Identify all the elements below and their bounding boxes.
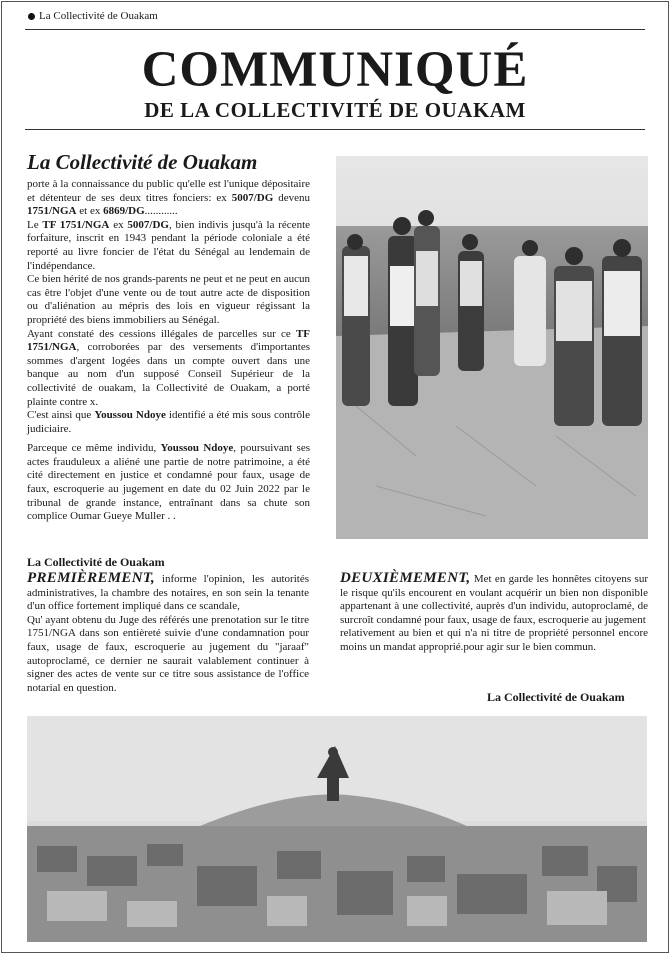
text: ex (109, 218, 128, 231)
text: porte à la connaissance du public qu'elle est l'unique dépositaire et détenteur de ses deux titres fonciers: ex (27, 178, 310, 204)
text: TF 1751/NGA (27, 327, 310, 354)
title-rule (25, 129, 645, 130)
lead-paragraph (27, 328, 310, 410)
lead-paragraph: Ce bien hérité de nos grands-parents ne peut et ne peut en aucun cas être l'objet d'une vente ou de tout autre acte de disposition ou d'aliénation au mépris des lois en vigueur régissant la propriété des biens immobiliers au Sénégal. (27, 273, 310, 326)
lead-heading: La Collectivité de Ouakam (27, 150, 258, 174)
text: C'est ainsi que (27, 409, 95, 422)
town-photo-art (27, 716, 647, 942)
bullet-icon (28, 13, 35, 20)
section-right-paragraph: relativement au bien et qui n'a ni titre de propriété personnel encore moins un mandat approprié.pour agir sur le bien commun. (340, 627, 648, 653)
text: et ex (76, 205, 104, 218)
lead-paragraph (27, 442, 310, 524)
lead-paragraph (27, 219, 310, 273)
section-right-body (340, 572, 648, 655)
field-photo (336, 156, 648, 539)
section-left-body (27, 572, 309, 695)
section-right-heading: DEUXIÈMEMENT, (340, 570, 471, 586)
text: informe l'opinion, les autorités administratives, la chambre des notaires, en son sein la tenante d'un office fortement impliqué dans ce scandale, (27, 573, 309, 613)
header-tag (28, 10, 158, 22)
section-left-paragraph (27, 572, 309, 614)
section-left-paragraph: Qu' ayant obtenu du Juge des référés une prenotation sur le titre 1751/NGA dans son entièreté suivie d'une condamnation pour faux, usage de faux, escroquerie au jugement du "jaraaf" autoproclamé, ce dernier ne saurait valablement continuer à signer des actes de vente sur ce titre sous assistance de l'office notarial en question. (27, 613, 309, 694)
text: 5007/DG (231, 191, 274, 204)
section-right-paragraph (340, 572, 648, 627)
page-title: COMMUNIQUÉ (141, 42, 529, 98)
text: , poursuivant ses actes frauduleux a aliéné une partie de notre patrimoine, a été cité directement en justice et condamné pour faux, usage de faux, escroquerie au jugement en date du 02 Juin 2022 par le tribunal de grande instance, entraînant dans sa chute son complice Oumar Gueye Muller . . (27, 442, 311, 523)
text: , corroborées par des versements d'importantes sommes d'argent logées dans un compte ouvert dans une banque au nom d'un supposé Conseil Supérieur de la collectivité de ouakam, la Collectivité de Ouakam, a porté plainte contre x. (27, 341, 310, 408)
header-label: La Collectivité de Ouakam (39, 10, 158, 22)
section-left-heading: PREMIÈREMENT, (27, 570, 155, 586)
section-left-org: La Collectivité de Ouakam (27, 555, 165, 569)
field-photo-art (336, 156, 648, 539)
lead-paragraph (27, 409, 310, 436)
lead-paragraph (27, 178, 310, 219)
text: devenu (273, 191, 311, 204)
text: Parceque ce même individu, (27, 442, 161, 455)
text: 6869/DG (103, 205, 145, 218)
text: 5007/DG (127, 218, 169, 231)
text: 1751/NGA (27, 205, 77, 218)
town-photo (27, 716, 647, 942)
page-subtitle: DE LA COLLECTIVITÉ DE OUAKAM (144, 98, 526, 122)
lead-body (27, 178, 310, 524)
text: , bien indivis jusqu'à la récente forfaiture, inscrit en 1943 pendant la période coloniale a été reporté au livre foncier de l'état du Sénégal au lendemain de l'indépendance. (27, 218, 311, 272)
text: identifié a été mis sous contrôle judiciaire. (27, 409, 310, 435)
text: ............ (144, 205, 178, 218)
text: Met en garde les honnêtes citoyens sur le risque qu'ils encourent en voulant acquérir un bien non disponible appartenant à une collectivité, auprès d'un individu, autoproclamé, de surcroît condamné pour faux, usage de faux, escroquerie au jugement (340, 573, 648, 626)
text: Youssou Ndoye (94, 409, 166, 422)
signature: La Collectivité de Ouakam (487, 690, 625, 704)
text: Youssou Ndoye (160, 442, 234, 455)
text: Le (27, 218, 43, 231)
text: TF 1751/NGA (42, 218, 110, 231)
text: Ayant constaté des cessions illégales de parcelles sur ce (27, 327, 296, 340)
top-rule (25, 29, 645, 30)
